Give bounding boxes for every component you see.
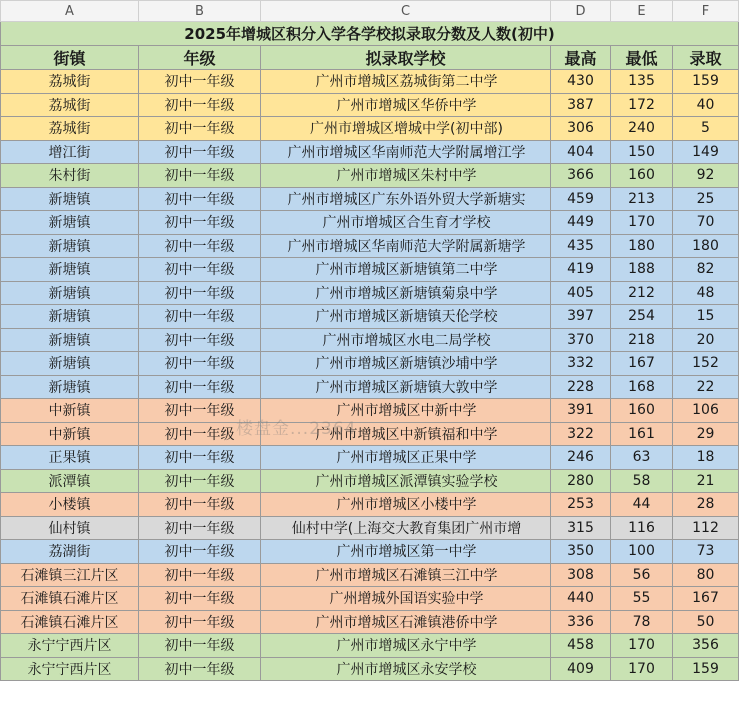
table-row <box>1 140 739 164</box>
grade-cell[interactable]: 初中一年级 <box>139 375 261 399</box>
grade-cell[interactable]: 初中一年级 <box>139 117 261 141</box>
grade-cell[interactable]: 初中一年级 <box>139 563 261 587</box>
school-cell[interactable]: 广州市增城区荔城街第二中学 <box>261 70 551 94</box>
admit-count-cell[interactable]: 82 <box>673 258 739 282</box>
min-score-cell[interactable]: 160 <box>611 164 673 188</box>
table-row <box>1 258 739 282</box>
admit-count-cell[interactable]: 28 <box>673 493 739 517</box>
column-letter-c[interactable]: C <box>261 1 551 22</box>
table-row <box>1 587 739 611</box>
max-score-cell[interactable]: 370 <box>551 328 611 352</box>
min-score-cell[interactable]: 170 <box>611 634 673 658</box>
table-row <box>1 93 739 117</box>
header-row <box>1 46 739 70</box>
admit-count-cell[interactable]: 22 <box>673 375 739 399</box>
min-score-cell[interactable]: 116 <box>611 516 673 540</box>
school-cell[interactable]: 广州市增城区华南师范大学附属增江学 <box>261 140 551 164</box>
town-cell[interactable]: 仙村镇 <box>1 516 139 540</box>
town-cell[interactable]: 荔城街 <box>1 117 139 141</box>
town-cell[interactable]: 正果镇 <box>1 446 139 470</box>
town-cell[interactable]: 石滩镇石滩片区 <box>1 610 139 634</box>
school-cell[interactable]: 广州市增城区增城中学(初中部) <box>261 117 551 141</box>
town-cell[interactable]: 新塘镇 <box>1 352 139 376</box>
grade-cell[interactable]: 初中一年级 <box>139 140 261 164</box>
min-score-cell[interactable]: 168 <box>611 375 673 399</box>
admit-count-cell[interactable]: 21 <box>673 469 739 493</box>
town-cell[interactable]: 中新镇 <box>1 399 139 423</box>
admit-count-cell[interactable]: 48 <box>673 281 739 305</box>
town-cell[interactable]: 中新镇 <box>1 422 139 446</box>
admit-count-cell[interactable]: 112 <box>673 516 739 540</box>
table-row <box>1 305 739 329</box>
grade-cell[interactable]: 初中一年级 <box>139 493 261 517</box>
town-cell[interactable]: 石滩镇石滩片区 <box>1 587 139 611</box>
header-max[interactable]: 最高 <box>551 46 611 70</box>
admit-count-cell[interactable]: 5 <box>673 117 739 141</box>
header-town[interactable]: 街镇 <box>1 46 139 70</box>
admit-count-cell[interactable]: 180 <box>673 234 739 258</box>
school-cell[interactable]: 广州市增城区朱村中学 <box>261 164 551 188</box>
min-score-cell[interactable]: 212 <box>611 281 673 305</box>
admit-count-cell[interactable]: 15 <box>673 305 739 329</box>
min-score-cell[interactable]: 100 <box>611 540 673 564</box>
admit-count-cell[interactable]: 18 <box>673 446 739 470</box>
min-score-cell[interactable]: 63 <box>611 446 673 470</box>
grade-cell[interactable]: 初中一年级 <box>139 516 261 540</box>
max-score-cell[interactable]: 419 <box>551 258 611 282</box>
admit-count-cell[interactable]: 29 <box>673 422 739 446</box>
max-score-cell[interactable]: 350 <box>551 540 611 564</box>
admit-count-cell[interactable]: 70 <box>673 211 739 235</box>
town-cell[interactable]: 荔城街 <box>1 70 139 94</box>
table-row <box>1 352 739 376</box>
min-score-cell[interactable]: 58 <box>611 469 673 493</box>
admit-count-cell[interactable]: 25 <box>673 187 739 211</box>
max-score-cell[interactable]: 332 <box>551 352 611 376</box>
admit-count-cell[interactable]: 106 <box>673 399 739 423</box>
school-cell[interactable]: 广州市增城区派潭镇实验学校 <box>261 469 551 493</box>
town-cell[interactable]: 派潭镇 <box>1 469 139 493</box>
town-cell[interactable]: 荔湖街 <box>1 540 139 564</box>
admit-count-cell[interactable]: 159 <box>673 657 739 681</box>
school-cell[interactable]: 广州市增城区新塘镇第二中学 <box>261 258 551 282</box>
table-row <box>1 516 739 540</box>
admit-count-cell[interactable]: 159 <box>673 70 739 94</box>
min-score-cell[interactable]: 213 <box>611 187 673 211</box>
admit-count-cell[interactable]: 73 <box>673 540 739 564</box>
table-row <box>1 610 739 634</box>
max-score-cell[interactable]: 322 <box>551 422 611 446</box>
school-cell[interactable]: 广州市增城区新塘镇沙埔中学 <box>261 352 551 376</box>
min-score-cell[interactable]: 240 <box>611 117 673 141</box>
town-cell[interactable]: 永宁宁西片区 <box>1 657 139 681</box>
table-row <box>1 634 739 658</box>
min-score-cell[interactable]: 180 <box>611 234 673 258</box>
table-row <box>1 399 739 423</box>
max-score-cell[interactable]: 306 <box>551 117 611 141</box>
max-score-cell[interactable]: 246 <box>551 446 611 470</box>
town-cell[interactable]: 新塘镇 <box>1 211 139 235</box>
table-row <box>1 446 739 470</box>
grade-cell[interactable]: 初中一年级 <box>139 587 261 611</box>
grade-cell[interactable]: 初中一年级 <box>139 211 261 235</box>
column-letter-d[interactable]: D <box>551 1 611 22</box>
table-row <box>1 70 739 94</box>
admit-count-cell[interactable]: 149 <box>673 140 739 164</box>
town-cell[interactable]: 新塘镇 <box>1 281 139 305</box>
min-score-cell[interactable]: 170 <box>611 657 673 681</box>
min-score-cell[interactable]: 135 <box>611 70 673 94</box>
column-letter-a[interactable]: A <box>1 1 139 22</box>
max-score-cell[interactable]: 458 <box>551 634 611 658</box>
table-row <box>1 211 739 235</box>
admit-count-cell[interactable]: 50 <box>673 610 739 634</box>
admit-count-cell[interactable]: 356 <box>673 634 739 658</box>
min-score-cell[interactable]: 161 <box>611 422 673 446</box>
min-score-cell[interactable]: 55 <box>611 587 673 611</box>
admit-count-cell[interactable]: 152 <box>673 352 739 376</box>
school-cell[interactable]: 广州市增城区合生育才学校 <box>261 211 551 235</box>
table-row <box>1 164 739 188</box>
min-score-cell[interactable]: 56 <box>611 563 673 587</box>
min-score-cell[interactable]: 160 <box>611 399 673 423</box>
max-score-cell[interactable]: 336 <box>551 610 611 634</box>
max-score-cell[interactable]: 391 <box>551 399 611 423</box>
header-school[interactable]: 拟录取学校 <box>261 46 551 70</box>
max-score-cell[interactable]: 280 <box>551 469 611 493</box>
table-row <box>1 234 739 258</box>
grade-cell[interactable]: 初中一年级 <box>139 540 261 564</box>
school-cell[interactable]: 广州市增城区第一中学 <box>261 540 551 564</box>
max-score-cell[interactable]: 405 <box>551 281 611 305</box>
town-cell[interactable]: 新塘镇 <box>1 375 139 399</box>
school-cell[interactable]: 广州市增城区华南师范大学附属新塘学 <box>261 234 551 258</box>
town-cell[interactable]: 增江街 <box>1 140 139 164</box>
min-score-cell[interactable]: 170 <box>611 211 673 235</box>
town-cell[interactable]: 永宁宁西片区 <box>1 634 139 658</box>
table-row <box>1 281 739 305</box>
table-row <box>1 375 739 399</box>
admit-count-cell[interactable]: 20 <box>673 328 739 352</box>
school-cell[interactable]: 广州市增城区新塘镇菊泉中学 <box>261 281 551 305</box>
min-score-cell[interactable]: 254 <box>611 305 673 329</box>
town-cell[interactable]: 新塘镇 <box>1 187 139 211</box>
max-score-cell[interactable]: 409 <box>551 657 611 681</box>
title-row <box>1 22 739 46</box>
admit-count-cell[interactable]: 92 <box>673 164 739 188</box>
max-score-cell[interactable]: 387 <box>551 93 611 117</box>
town-cell[interactable]: 新塘镇 <box>1 305 139 329</box>
max-score-cell[interactable]: 435 <box>551 234 611 258</box>
column-letter-e[interactable]: E <box>611 1 673 22</box>
min-score-cell[interactable]: 218 <box>611 328 673 352</box>
max-score-cell[interactable]: 228 <box>551 375 611 399</box>
school-cell[interactable]: 广州市增城区永安学校 <box>261 657 551 681</box>
town-cell[interactable]: 小楼镇 <box>1 493 139 517</box>
school-cell[interactable]: 广州市增城区正果中学 <box>261 446 551 470</box>
school-cell[interactable]: 广州市增城区新塘镇天伦学校 <box>261 305 551 329</box>
school-cell[interactable]: 广州增城外国语实验中学 <box>261 587 551 611</box>
header-admit[interactable]: 录取 <box>673 46 739 70</box>
grade-cell[interactable]: 初中一年级 <box>139 657 261 681</box>
table-row <box>1 657 739 681</box>
admit-count-cell[interactable]: 80 <box>673 563 739 587</box>
min-score-cell[interactable]: 188 <box>611 258 673 282</box>
town-cell[interactable]: 新塘镇 <box>1 258 139 282</box>
grade-cell[interactable]: 初中一年级 <box>139 610 261 634</box>
admit-count-cell[interactable]: 167 <box>673 587 739 611</box>
grade-cell[interactable]: 初中一年级 <box>139 446 261 470</box>
min-score-cell[interactable]: 167 <box>611 352 673 376</box>
grade-cell[interactable]: 初中一年级 <box>139 258 261 282</box>
grade-cell[interactable]: 初中一年级 <box>139 352 261 376</box>
min-score-cell[interactable]: 78 <box>611 610 673 634</box>
max-score-cell[interactable]: 440 <box>551 587 611 611</box>
admit-count-cell[interactable]: 40 <box>673 93 739 117</box>
school-cell[interactable]: 广州市增城区中新中学 <box>261 399 551 423</box>
school-cell[interactable]: 广州市增城区水电二局学校 <box>261 328 551 352</box>
school-cell[interactable]: 广州市增城区石滩镇港侨中学 <box>261 610 551 634</box>
town-cell[interactable]: 荔城街 <box>1 93 139 117</box>
grade-cell[interactable]: 初中一年级 <box>139 164 261 188</box>
column-letter-f[interactable]: F <box>673 1 739 22</box>
table-row <box>1 117 739 141</box>
grade-cell[interactable]: 初中一年级 <box>139 305 261 329</box>
max-score-cell[interactable]: 430 <box>551 70 611 94</box>
column-letter-b[interactable]: B <box>139 1 261 22</box>
max-score-cell[interactable]: 449 <box>551 211 611 235</box>
max-score-cell[interactable]: 308 <box>551 563 611 587</box>
town-cell[interactable]: 新塘镇 <box>1 234 139 258</box>
max-score-cell[interactable]: 366 <box>551 164 611 188</box>
grade-cell[interactable]: 初中一年级 <box>139 422 261 446</box>
watermark: 楼盘金...2364 <box>236 419 357 439</box>
school-cell[interactable]: 仙村中学(上海交大教育集团广州市增 <box>261 516 551 540</box>
min-score-cell[interactable]: 44 <box>611 493 673 517</box>
school-cell[interactable]: 广州市增城区永宁中学 <box>261 634 551 658</box>
school-cell[interactable]: 广州市增城区中新镇福和中学 <box>261 422 551 446</box>
grade-cell[interactable]: 初中一年级 <box>139 469 261 493</box>
table-title[interactable]: 2025年增城区积分入学各学校拟录取分数及人数(初中) <box>1 22 739 46</box>
school-cell[interactable]: 广州市增城区石滩镇三江中学 <box>261 563 551 587</box>
table-row <box>1 540 739 564</box>
max-score-cell[interactable]: 404 <box>551 140 611 164</box>
header-min[interactable]: 最低 <box>611 46 673 70</box>
town-cell[interactable]: 新塘镇 <box>1 328 139 352</box>
table-row <box>1 422 739 446</box>
table-row <box>1 563 739 587</box>
grade-cell[interactable]: 初中一年级 <box>139 93 261 117</box>
max-score-cell[interactable]: 253 <box>551 493 611 517</box>
max-score-cell[interactable]: 315 <box>551 516 611 540</box>
max-score-cell[interactable]: 459 <box>551 187 611 211</box>
grade-cell[interactable]: 初中一年级 <box>139 234 261 258</box>
school-cell[interactable]: 广州市增城区广东外语外贸大学新塘实 <box>261 187 551 211</box>
grade-cell[interactable]: 初中一年级 <box>139 399 261 423</box>
table-row <box>1 469 739 493</box>
table-row <box>1 187 739 211</box>
header-grade[interactable]: 年级 <box>139 46 261 70</box>
town-cell[interactable]: 朱村街 <box>1 164 139 188</box>
town-cell[interactable]: 石滩镇三江片区 <box>1 563 139 587</box>
school-cell[interactable]: 广州市增城区新塘镇大敦中学 <box>261 375 551 399</box>
table-row <box>1 493 739 517</box>
school-cell[interactable]: 广州市增城区华侨中学 <box>261 93 551 117</box>
min-score-cell[interactable]: 172 <box>611 93 673 117</box>
school-cell[interactable]: 广州市增城区小楼中学 <box>261 493 551 517</box>
grade-cell[interactable]: 初中一年级 <box>139 187 261 211</box>
max-score-cell[interactable]: 397 <box>551 305 611 329</box>
grade-cell[interactable]: 初中一年级 <box>139 70 261 94</box>
min-score-cell[interactable]: 150 <box>611 140 673 164</box>
column-letter-row <box>1 1 739 22</box>
table-row <box>1 328 739 352</box>
grade-cell[interactable]: 初中一年级 <box>139 281 261 305</box>
grade-cell[interactable]: 初中一年级 <box>139 328 261 352</box>
grade-cell[interactable]: 初中一年级 <box>139 634 261 658</box>
